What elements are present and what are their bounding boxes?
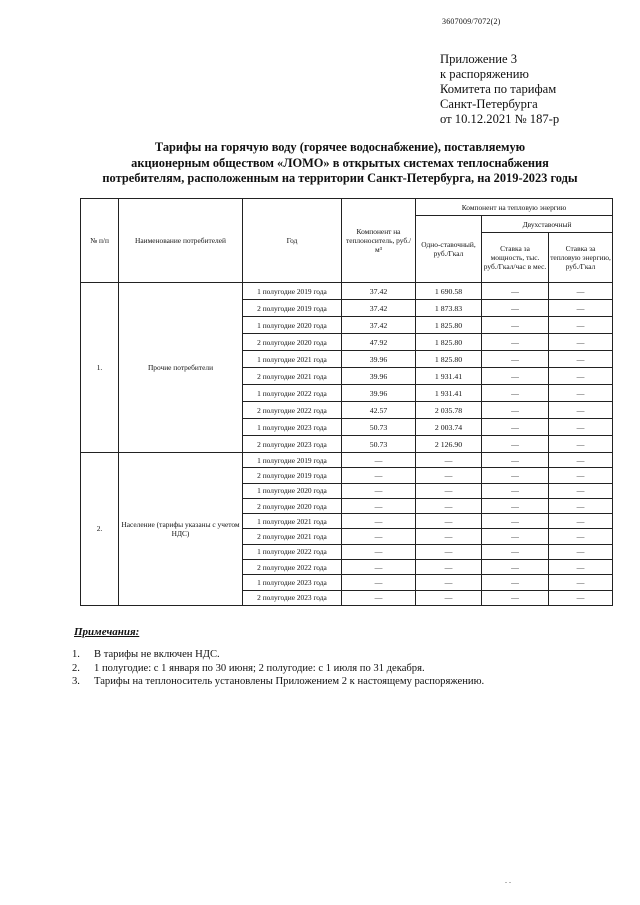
carrier-cell: 50.73 bbox=[342, 419, 416, 436]
period-cell: 1 полугодие 2019 года bbox=[243, 283, 342, 300]
appendix-header bbox=[440, 52, 559, 127]
carrier-cell: 37.42 bbox=[342, 283, 416, 300]
note-text: 1 полугодие: с 1 января по 30 июня; 2 полугодие: с 1 июля по 31 декабря. bbox=[94, 662, 425, 674]
carrier-cell: 42.57 bbox=[342, 402, 416, 419]
one-rate-cell: 2 126.90 bbox=[416, 436, 482, 453]
header-energy-rate: Ставка за тепловую энергию, руб./Гкал bbox=[549, 233, 613, 283]
period-cell: 2 полугодие 2023 года bbox=[243, 590, 342, 605]
note-number: 1. bbox=[72, 649, 80, 660]
energy-rate-cell: — bbox=[549, 498, 613, 513]
capacity-rate-cell: — bbox=[482, 514, 549, 529]
group-consumer: Прочие потребители bbox=[119, 283, 243, 453]
capacity-rate-cell: — bbox=[482, 402, 549, 419]
notes-title: Примечания: bbox=[74, 626, 140, 638]
capacity-rate-cell: — bbox=[482, 468, 549, 483]
note-text: Тарифы на теплоноситель установлены Приложением 2 к настоящему распоряжению. bbox=[94, 676, 485, 687]
appendix-line: Санкт-Петербурга bbox=[440, 97, 538, 111]
carrier-cell: 39.96 bbox=[342, 351, 416, 368]
energy-rate-cell: — bbox=[549, 385, 613, 402]
carrier-cell: — bbox=[342, 560, 416, 575]
energy-rate-cell: — bbox=[549, 514, 613, 529]
capacity-rate-cell: — bbox=[482, 453, 549, 468]
period-cell: 2 полугодие 2019 года bbox=[243, 300, 342, 317]
header-num: № п/п bbox=[81, 199, 119, 283]
header-carrier-component: Компонент на теплоноситель, руб./м³ bbox=[342, 199, 416, 283]
capacity-rate-cell: — bbox=[482, 368, 549, 385]
note-item bbox=[72, 662, 484, 676]
period-cell: 1 полугодие 2020 года bbox=[243, 483, 342, 498]
energy-rate-cell: — bbox=[549, 419, 613, 436]
header-consumer: Наименование потребителей bbox=[119, 199, 243, 283]
carrier-cell: — bbox=[342, 575, 416, 590]
period-cell: 2 полугодие 2021 года bbox=[243, 529, 342, 544]
document-number: 3607009/7072(2) bbox=[442, 17, 501, 26]
period-cell: 1 полугодие 2022 года bbox=[243, 385, 342, 402]
period-cell: 2 полугодие 2019 года bbox=[243, 468, 342, 483]
capacity-rate-cell: — bbox=[482, 436, 549, 453]
one-rate-cell: — bbox=[416, 529, 482, 544]
period-cell: 2 полугодие 2021 года bbox=[243, 368, 342, 385]
note-text: В тарифы не включен НДС. bbox=[94, 649, 220, 660]
energy-rate-cell: — bbox=[549, 402, 613, 419]
carrier-cell: — bbox=[342, 468, 416, 483]
energy-rate-cell: — bbox=[549, 368, 613, 385]
notes-list bbox=[72, 648, 484, 689]
one-rate-cell: 2 035.78 bbox=[416, 402, 482, 419]
capacity-rate-cell: — bbox=[482, 300, 549, 317]
energy-rate-cell: — bbox=[549, 529, 613, 544]
energy-rate-cell: — bbox=[549, 436, 613, 453]
energy-rate-cell: — bbox=[549, 590, 613, 605]
appendix-line: Комитета по тарифам bbox=[440, 82, 557, 96]
group-number: 2. bbox=[81, 453, 119, 606]
energy-rate-cell: — bbox=[549, 283, 613, 300]
document-title bbox=[80, 140, 600, 187]
note-number: 2. bbox=[72, 662, 80, 674]
header-energy-component: Компонент на тепловую энергию bbox=[416, 199, 613, 216]
carrier-cell: — bbox=[342, 529, 416, 544]
appendix-line: от 10.12.2021 № 187-р bbox=[440, 112, 560, 126]
one-rate-cell: 1 931.41 bbox=[416, 368, 482, 385]
energy-rate-cell: — bbox=[549, 575, 613, 590]
note-item bbox=[72, 675, 484, 689]
scan-marks: . . bbox=[505, 876, 511, 885]
carrier-cell: — bbox=[342, 453, 416, 468]
carrier-cell: — bbox=[342, 514, 416, 529]
period-cell: 2 полугодие 2020 года bbox=[243, 334, 342, 351]
one-rate-cell: — bbox=[416, 468, 482, 483]
capacity-rate-cell: — bbox=[482, 529, 549, 544]
energy-rate-cell: — bbox=[549, 317, 613, 334]
carrier-cell: — bbox=[342, 590, 416, 605]
tariff-table bbox=[80, 198, 613, 606]
energy-rate-cell: — bbox=[549, 351, 613, 368]
group-number: 1. bbox=[81, 283, 119, 453]
capacity-rate-cell: — bbox=[482, 590, 549, 605]
period-cell: 1 полугодие 2022 года bbox=[243, 544, 342, 559]
one-rate-cell: — bbox=[416, 560, 482, 575]
capacity-rate-cell: — bbox=[482, 419, 549, 436]
one-rate-cell: 2 003.74 bbox=[416, 419, 482, 436]
one-rate-cell: 1 690.58 bbox=[416, 283, 482, 300]
period-cell: 2 полугодие 2022 года bbox=[243, 560, 342, 575]
capacity-rate-cell: — bbox=[482, 544, 549, 559]
one-rate-cell: 1 931.41 bbox=[416, 385, 482, 402]
carrier-cell: 39.96 bbox=[342, 385, 416, 402]
period-cell: 1 полугодие 2019 года bbox=[243, 453, 342, 468]
one-rate-cell: — bbox=[416, 514, 482, 529]
capacity-rate-cell: — bbox=[482, 283, 549, 300]
period-cell: 1 полугодие 2020 года bbox=[243, 317, 342, 334]
carrier-cell: 37.42 bbox=[342, 300, 416, 317]
group-consumer: Население (тарифы указаны с учетом НДС) bbox=[119, 453, 243, 606]
energy-rate-cell: — bbox=[549, 483, 613, 498]
one-rate-cell: — bbox=[416, 575, 482, 590]
appendix-line: Приложение 3 bbox=[440, 52, 518, 66]
header-two-rate: Двухставочный bbox=[482, 216, 613, 233]
appendix-line: к распоряжению bbox=[440, 67, 529, 81]
energy-rate-cell: — bbox=[549, 468, 613, 483]
carrier-cell: — bbox=[342, 544, 416, 559]
period-cell: 1 полугодие 2021 года bbox=[243, 514, 342, 529]
one-rate-cell: — bbox=[416, 590, 482, 605]
capacity-rate-cell: — bbox=[482, 498, 549, 513]
energy-rate-cell: — bbox=[549, 453, 613, 468]
title-line: акционерным обществом «ЛОМО» в открытых системах теплоснабжения bbox=[131, 155, 549, 170]
header-capacity-rate: Ставка за мощность, тыс. руб./Гкал/час в мес. bbox=[482, 233, 549, 283]
period-cell: 2 полугодие 2023 года bbox=[243, 436, 342, 453]
capacity-rate-cell: — bbox=[482, 351, 549, 368]
carrier-cell: 39.96 bbox=[342, 368, 416, 385]
one-rate-cell: 1 825.80 bbox=[416, 351, 482, 368]
capacity-rate-cell: — bbox=[482, 560, 549, 575]
one-rate-cell: — bbox=[416, 483, 482, 498]
carrier-cell: 50.73 bbox=[342, 436, 416, 453]
one-rate-cell: — bbox=[416, 498, 482, 513]
period-cell: 1 полугодие 2023 года bbox=[243, 419, 342, 436]
capacity-rate-cell: — bbox=[482, 483, 549, 498]
table-row bbox=[81, 453, 613, 468]
capacity-rate-cell: — bbox=[482, 575, 549, 590]
carrier-cell: — bbox=[342, 498, 416, 513]
energy-rate-cell: — bbox=[549, 544, 613, 559]
table-row bbox=[81, 283, 613, 300]
carrier-cell: 47.92 bbox=[342, 334, 416, 351]
energy-rate-cell: — bbox=[549, 334, 613, 351]
title-line: потребителям, расположенным на территории Санкт-Петербурга, на 2019-2023 годы bbox=[102, 171, 578, 185]
energy-rate-cell: — bbox=[549, 300, 613, 317]
capacity-rate-cell: — bbox=[482, 385, 549, 402]
one-rate-cell: — bbox=[416, 544, 482, 559]
energy-rate-cell: — bbox=[549, 560, 613, 575]
one-rate-cell: 1 825.80 bbox=[416, 317, 482, 334]
capacity-rate-cell: — bbox=[482, 334, 549, 351]
one-rate-cell: 1 873.83 bbox=[416, 300, 482, 317]
period-cell: 2 полугодие 2022 года bbox=[243, 402, 342, 419]
header-one-rate: Одно-ставочный, руб./Гкал bbox=[416, 216, 482, 283]
note-item bbox=[72, 648, 484, 662]
title-line: Тарифы на горячую воду (горячее водоснабжение), поставляемую bbox=[154, 140, 526, 154]
period-cell: 1 полугодие 2021 года bbox=[243, 351, 342, 368]
note-number: 3. bbox=[72, 676, 80, 687]
period-cell: 1 полугодие 2023 года bbox=[243, 575, 342, 590]
carrier-cell: — bbox=[342, 483, 416, 498]
header-year: Год bbox=[243, 199, 342, 283]
one-rate-cell: 1 825.80 bbox=[416, 334, 482, 351]
period-cell: 2 полугодие 2020 года bbox=[243, 498, 342, 513]
carrier-cell: 37.42 bbox=[342, 317, 416, 334]
capacity-rate-cell: — bbox=[482, 317, 549, 334]
one-rate-cell: — bbox=[416, 453, 482, 468]
